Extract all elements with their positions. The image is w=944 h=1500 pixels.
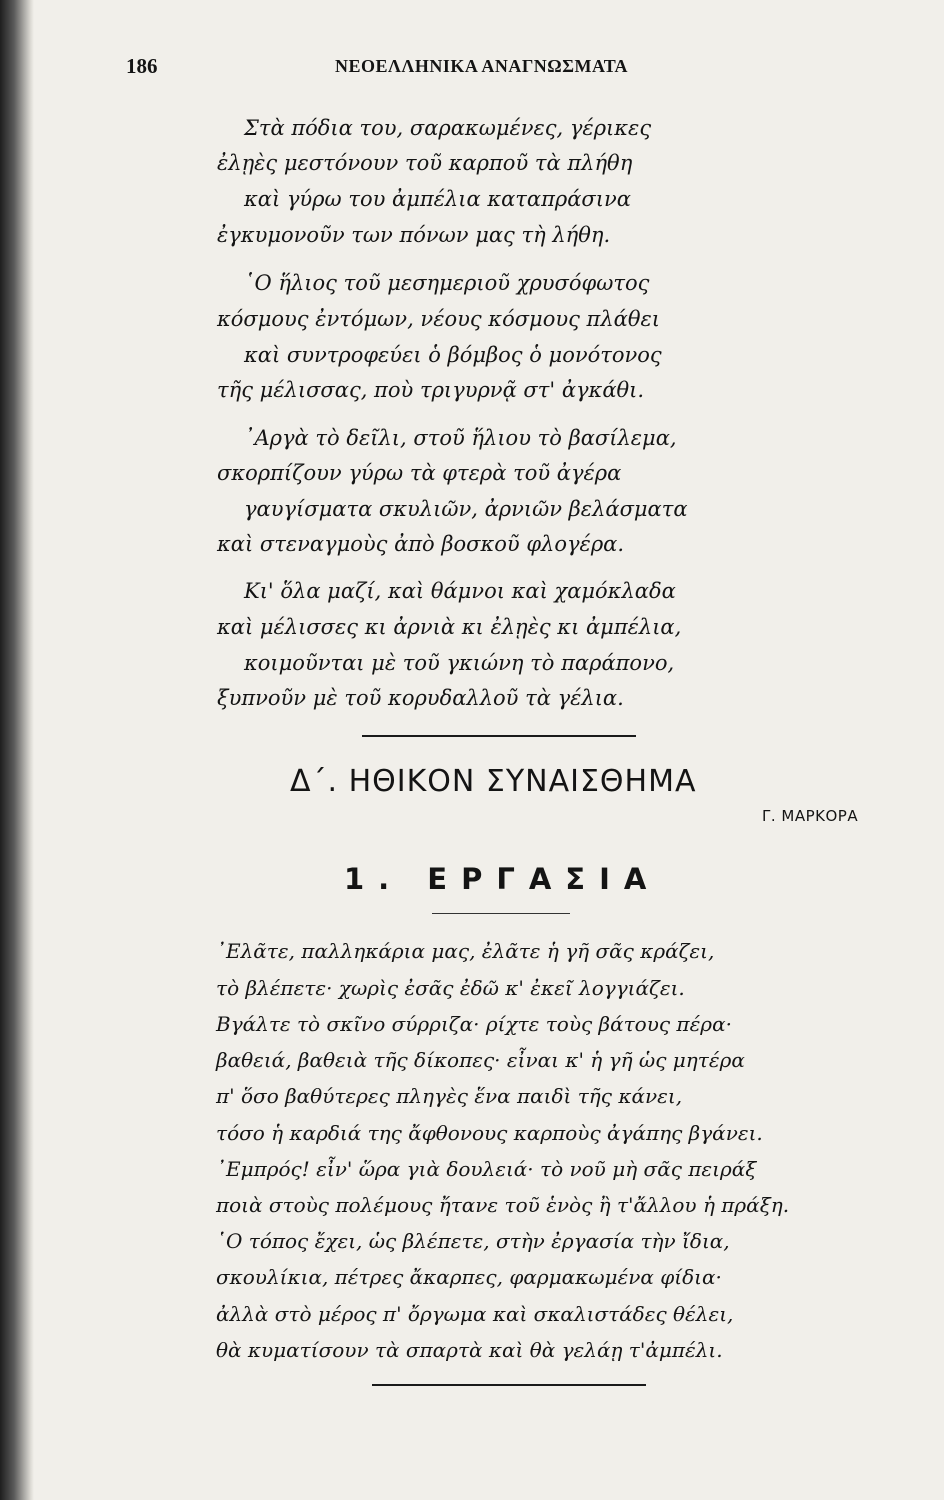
poem-line-6: τόσο ἡ καρδιά της ἄφθονους καρποὺς ἀγάπης βγάνει. xyxy=(216,1121,763,1145)
stanza-3-line-1: ᾿Αργὰ τὸ δεῖλι, στοῦ ἥλιου τὸ βασίλεμα, xyxy=(244,426,677,450)
poem-line-1: ᾿Ελᾶτε, παλληκάρια μας, ἐλᾶτε ἡ γῆ σᾶς κράζει, xyxy=(216,939,715,963)
end-rule xyxy=(372,1384,646,1386)
stanza-3-line-2: σκορπίζουν γύρω τὰ φτερὰ τοῦ ἀγέρα xyxy=(217,461,622,485)
stanza-3-line-3: γαυγίσματα σκυλιῶν, ἀρνιῶν βελάσματα xyxy=(244,497,688,521)
stanza-3-line-4: καὶ στεναγμοὺς ἀπὸ βοσκοῦ φλογέρα. xyxy=(217,532,625,556)
stanza-1-line-4: ἐγκυμονοῦν των πόνων μας τὴ λήθη. xyxy=(217,223,611,247)
poem-line-9: ῾Ο τόπος ἔχει, ὡς βλέπετε, στὴν ἐργασία τὴν ἴδια, xyxy=(216,1229,730,1253)
poem-title: 1. ΕΡΓΑΣΙΑ xyxy=(344,862,661,896)
stanza-1-line-1: Στὰ πόδια του, σαρακωμένες, γέρικες xyxy=(244,116,652,140)
poem-line-11: ἀλλὰ στὸ μέρος π' ὄργωμα καὶ σκαλιστάδες θέλει, xyxy=(216,1302,734,1326)
running-title: ΝΕΟΕΛΛΗΝΙΚΑ ΑΝΑΓΝΩΣΜΑΤΑ xyxy=(335,56,628,76)
poem-line-3: Βγάλτε τὸ σκῖνο σύρριζα· ρίχτε τοὺς βάτους πέρα· xyxy=(216,1012,732,1036)
stanza-2-line-2: κόσμους ἐντόμων, νέους κόσμους πλάθει xyxy=(217,307,660,331)
title-underline-rule xyxy=(432,913,570,914)
page-binding-edge xyxy=(0,0,34,1500)
stanza-1-line-3: καὶ γύρω του ἀμπέλια καταπράσινα xyxy=(244,187,631,211)
stanza-4-line-1: Κι' ὅλα μαζί, καὶ θάμνοι καὶ χαμόκλαδα xyxy=(244,579,676,603)
stanza-2-line-4: τῆς μέλισσας, ποὺ τριγυρνᾷ στ' ἀγκάθι. xyxy=(217,378,645,402)
poem-line-4: βαθειά, βαθειὰ τῆς δίκοπες· εἶναι κ' ἡ γῆ ὡς μητέρα xyxy=(216,1048,745,1072)
stanza-4-line-2: καὶ μέλισσες κι ἀρνιὰ κι ἐλῃὲς κι ἀμπέλια, xyxy=(217,615,682,639)
stanza-4-line-4: ξυπνοῦν μὲ τοῦ κορυδαλλοῦ τὰ γέλια. xyxy=(217,686,624,710)
stanza-1-line-2: ἐλῃὲς μεστόνουν τοῦ καρποῦ τὰ πλήθη xyxy=(217,151,633,175)
page-number: 186 xyxy=(126,54,158,78)
stanza-4-line-3: κοιμοῦνται μὲ τοῦ γκιώνη τὸ παράπονο, xyxy=(244,651,675,675)
section-heading: Δ΄. ΗΘΙΚΟΝ ΣΥΝΑΙΣΘΗΜΑ xyxy=(290,764,697,799)
stanza-2-line-1: ῾Ο ἥλιος τοῦ μεσημεριοῦ χρυσόφωτος xyxy=(244,271,650,295)
poem-line-12: θὰ κυματίσουν τὰ σπαρτὰ καὶ θὰ γελάῃ τ'ἀμπέλι. xyxy=(216,1338,723,1362)
page-header xyxy=(120,54,710,82)
poem-line-10: σκουλίκια, πέτρες ἄκαρπες, φαρμακωμένα φίδια· xyxy=(216,1265,722,1289)
poem-line-7: ᾿Εμπρός! εἶν' ὥρα γιὰ δουλειά· τὸ νοῦ μὴ σᾶς πειράξ xyxy=(216,1157,757,1181)
separator-rule xyxy=(362,735,636,737)
poem-line-8: ποιὰ στοὺς πολέμους ἤτανε τοῦ ἑνὸς ἢ τ'ἄλλου ἡ πράξη. xyxy=(216,1193,790,1217)
poem-line-5: π' ὅσο βαθύτερες πληγὲς ἕνα παιδὶ τῆς κάνει, xyxy=(216,1084,683,1108)
stanza-2-line-3: καὶ συντροφεύει ὁ βόμβος ὁ μονότονος xyxy=(244,343,662,367)
poem-line-2: τὸ βλέπετε· χωρὶς ἐσᾶς ἐδῶ κ' ἐκεῖ λογγιάζει. xyxy=(216,976,685,1000)
author-name: Γ. ΜΑΡΚΟΡΑ xyxy=(762,807,859,825)
